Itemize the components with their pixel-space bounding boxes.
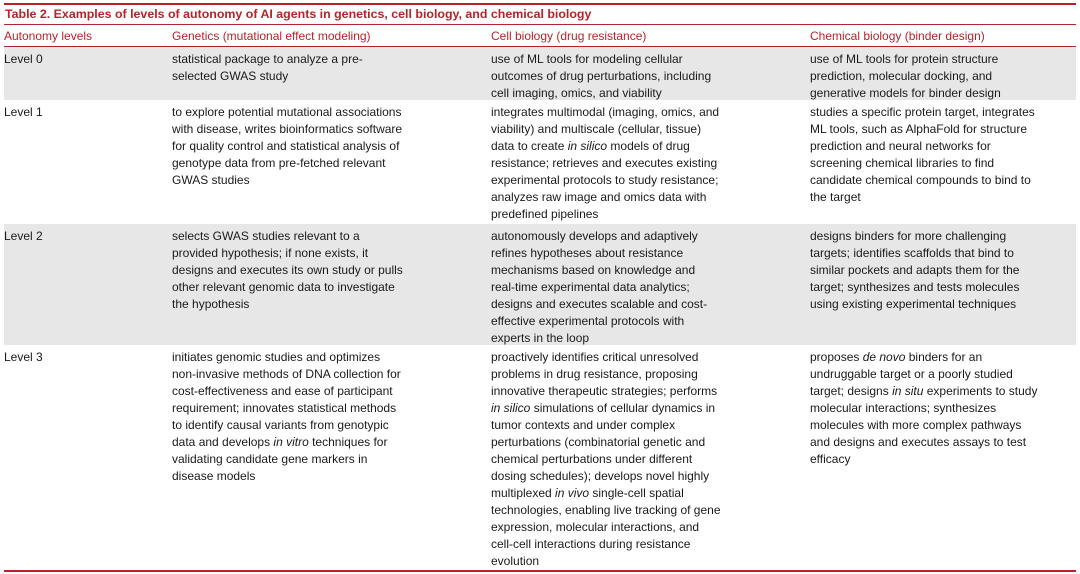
cell-text-line (810, 138, 1076, 155)
cell-text-line (491, 155, 791, 172)
genetics-cell (172, 228, 472, 313)
cell-text-line (491, 206, 791, 223)
text-run: disease models (172, 469, 256, 483)
cell-text-line (491, 245, 791, 262)
cell-text-line (810, 121, 1076, 138)
cell-text-line (172, 400, 472, 417)
italic-term: in vitro (273, 435, 309, 449)
text-run: proposes (810, 350, 863, 364)
text-run: efficacy (810, 452, 851, 466)
bottom-rule (4, 570, 1076, 572)
cell-text-line (172, 366, 472, 383)
cell-text-line (810, 279, 1076, 296)
text-run: simulations of cellular dynamics in (530, 401, 716, 415)
cell-text-line (810, 51, 1076, 68)
text-run: studies a specific protein target, integrates (810, 105, 1035, 119)
cell-text-line (810, 262, 1076, 279)
cell-text-line (810, 296, 1076, 313)
cell-text-line (491, 104, 791, 121)
cell-text-line (491, 51, 791, 68)
text-run: multiplexed (491, 486, 556, 500)
text-run: ML tools, such as AlphaFold for structure (810, 122, 1027, 136)
genetics-cell (172, 349, 472, 485)
text-run: to identify causal variants from genotypic (172, 418, 389, 432)
cell-text-line (810, 451, 1076, 468)
cell-text-line (810, 172, 1076, 189)
cell-text-line (810, 155, 1076, 172)
text-run: data and develops (172, 435, 274, 449)
text-run: prediction and neural networks for (810, 139, 991, 153)
text-run: target; synthesizes and tests molecules (810, 280, 1020, 294)
text-run: targets; identifies scaffolds that bind to (810, 246, 1014, 260)
cell-text-line (491, 519, 791, 536)
cell-text-line (491, 296, 791, 313)
italic-term: in silico (567, 139, 608, 153)
cell-text-line (491, 383, 791, 400)
italic-term: in vivo (555, 486, 590, 500)
top-rule (4, 3, 1076, 5)
italic-term: de novo (862, 350, 906, 364)
cell-text-line (810, 189, 1076, 206)
cell-text-line (491, 400, 791, 417)
cell-text-line (491, 228, 791, 245)
cell-text-line (810, 228, 1076, 245)
cell-text-line (491, 485, 791, 502)
text-run: experts in the loop (491, 331, 590, 345)
text-run: real-time experimental data analytics; (491, 280, 690, 294)
text-run: innovative therapeutic strategies; performs (491, 384, 718, 398)
text-run: screening chemical libraries to find (810, 156, 995, 170)
text-run: single-cell spatial (589, 486, 684, 500)
text-run: resistance; retrieves and executes existing (491, 156, 718, 170)
cell-text-line (810, 349, 1076, 366)
text-run: selected GWAS study (172, 69, 289, 83)
cell-text-line (491, 68, 791, 85)
text-run: selects GWAS studies relevant to a (172, 229, 360, 243)
text-run: designs and executes its own study or pulls (172, 263, 403, 277)
genetics-cell (172, 51, 472, 85)
chemical-biology-cell (810, 228, 1076, 313)
cell-text-line (491, 502, 791, 519)
header-autonomy-levels: Autonomy levels (4, 29, 93, 43)
cell-text-line (810, 68, 1076, 85)
cell-biology-cell (491, 349, 791, 570)
cell-text-line (172, 172, 472, 189)
text-run: outcomes of drug perturbations, including (491, 69, 712, 83)
text-run: perturbations (combinatorial genetic and (491, 435, 706, 449)
table-row-level-3 (4, 345, 1076, 570)
text-run: using existing experimental techniques (810, 297, 1017, 311)
header-chemical-biology: Chemical biology (binder design) (810, 29, 985, 43)
text-run: chemical perturbations under different (491, 452, 693, 466)
header-cell-biology: Cell biology (drug resistance) (491, 29, 647, 43)
level-label: Level 2 (4, 229, 43, 243)
text-run: genotype data from pre-fetched relevant (172, 156, 386, 170)
text-run: with disease, writes bioinformatics software (172, 122, 403, 136)
text-run: validating candidate gene markers in (172, 452, 368, 466)
text-run: for quality control and statistical analysis of (172, 139, 400, 153)
cell-text-line (491, 189, 791, 206)
text-run: to explore potential mutational associations (172, 105, 402, 119)
text-run: use of ML tools for modeling cellular (491, 52, 683, 66)
text-run: evolution (491, 554, 540, 568)
cell-biology-cell (491, 51, 791, 102)
text-run: analyzes raw image and omics data with (491, 190, 707, 204)
text-run: undruggable target or a poorly studied (810, 367, 1013, 381)
cell-text-line (172, 296, 472, 313)
text-run: statistical package to analyze a pre- (172, 52, 363, 66)
text-run: cost-effectiveness and ease of participant (172, 384, 393, 398)
text-run: non-invasive methods of DNA collection for (172, 367, 401, 381)
text-run: techniques for (308, 435, 388, 449)
text-run: the hypothesis (172, 297, 250, 311)
text-run: expression, molecular interactions, and (491, 520, 700, 534)
text-run: and designs and executes assays to test (810, 435, 1027, 449)
cell-text-line (810, 245, 1076, 262)
cell-text-line (491, 349, 791, 366)
text-run: molecules with more complex pathways (810, 418, 1022, 432)
cell-text-line (491, 366, 791, 383)
chemical-biology-cell (810, 51, 1076, 102)
cell-text-line (172, 349, 472, 366)
cell-text-line (172, 245, 472, 262)
cell-text-line (172, 468, 472, 485)
text-run: viability) and multiscale (cellular, tissue) (491, 122, 702, 136)
text-run: tumor contexts and under complex (491, 418, 676, 432)
cell-text-line (172, 104, 472, 121)
cell-text-line (491, 172, 791, 189)
text-run: molecular interactions; synthesizes (810, 401, 997, 415)
cell-text-line (491, 138, 791, 155)
text-run: provided hypothesis; if none exists, it (172, 246, 369, 260)
cell-text-line (172, 417, 472, 434)
text-run: integrates multimodal (imaging, omics, and (491, 105, 720, 119)
cell-text-line (172, 51, 472, 68)
text-run: use of ML tools for protein structure (810, 52, 999, 66)
text-run: binders for an (905, 350, 983, 364)
table-row-level-1 (4, 100, 1076, 224)
cell-text-line (810, 434, 1076, 451)
level-label: Level 1 (4, 105, 43, 119)
cell-text-line (491, 121, 791, 138)
table-caption: Table 2. Examples of levels of autonomy of AI agents in genetics, cell biology, and chemical biology (5, 7, 592, 21)
cell-text-line (172, 262, 472, 279)
text-run: refines hypotheses about resistance (491, 246, 684, 260)
text-run: data to create (491, 139, 568, 153)
text-run: problems in drug resistance, proposing (491, 367, 698, 381)
text-run: candidate chemical compounds to bind to (810, 173, 1031, 187)
table-header-row (4, 25, 1076, 47)
chemical-biology-cell (810, 349, 1076, 468)
text-run: designs and executes scalable and cost- (491, 297, 708, 311)
text-run: generative models for binder design (810, 86, 1001, 100)
cell-text-line (491, 434, 791, 451)
cell-text-line (810, 366, 1076, 383)
text-run: predefined pipelines (491, 207, 599, 221)
cell-text-line (491, 468, 791, 485)
cell-biology-cell (491, 104, 791, 223)
text-run: similar pockets and adapts them for the (810, 263, 1020, 277)
table-row-level-0 (4, 47, 1076, 100)
cell-text-line (810, 400, 1076, 417)
text-run: cell-cell interactions during resistance (491, 537, 691, 551)
cell-text-line (491, 536, 791, 553)
text-run: effective experimental protocols with (491, 314, 685, 328)
cell-text-line (172, 68, 472, 85)
cell-text-line (491, 553, 791, 570)
cell-text-line (172, 155, 472, 172)
cell-text-line (172, 138, 472, 155)
cell-text-line (491, 417, 791, 434)
text-run: other relevant genomic data to investigate (172, 280, 395, 294)
level-label: Level 3 (4, 350, 43, 364)
cell-text-line (491, 262, 791, 279)
text-run: dosing schedules); develops novel highly (491, 469, 710, 483)
text-run: technologies, enabling live tracking of gene (491, 503, 721, 517)
cell-text-line (172, 228, 472, 245)
cell-text-line (491, 279, 791, 296)
text-run: autonomously develops and adaptively (491, 229, 698, 243)
genetics-cell (172, 104, 472, 189)
text-run: prediction, molecular docking, and (810, 69, 993, 83)
cell-text-line (172, 279, 472, 296)
header-genetics: Genetics (mutational effect modeling) (172, 29, 371, 43)
cell-text-line (491, 313, 791, 330)
text-run: mechanisms based on knowledge and (491, 263, 696, 277)
text-run: target; designs (810, 384, 893, 398)
text-run: the target (810, 190, 861, 204)
text-run: experimental protocols to study resistance; (491, 173, 719, 187)
table-row-level-2 (4, 224, 1076, 345)
cell-text-line (172, 451, 472, 468)
cell-text-line (810, 417, 1076, 434)
italic-term: in situ (892, 384, 924, 398)
text-run: models of drug (607, 139, 690, 153)
chemical-biology-cell (810, 104, 1076, 206)
cell-text-line (172, 121, 472, 138)
cell-text-line (172, 434, 472, 451)
cell-text-line (810, 383, 1076, 400)
text-run: GWAS studies (172, 173, 250, 187)
text-run: requirement; innovates statistical methods (172, 401, 397, 415)
text-run: proactively identifies critical unresolved (491, 350, 699, 364)
cell-biology-cell (491, 228, 791, 347)
cell-text-line (810, 104, 1076, 121)
text-run: cell imaging, omics, and viability (491, 86, 662, 100)
text-run: initiates genomic studies and optimizes (172, 350, 381, 364)
italic-term: in silico (491, 401, 531, 415)
level-label: Level 0 (4, 52, 43, 66)
cell-text-line (172, 383, 472, 400)
text-run: designs binders for more challenging (810, 229, 1007, 243)
text-run: experiments to study (923, 384, 1038, 398)
cell-text-line (491, 451, 791, 468)
